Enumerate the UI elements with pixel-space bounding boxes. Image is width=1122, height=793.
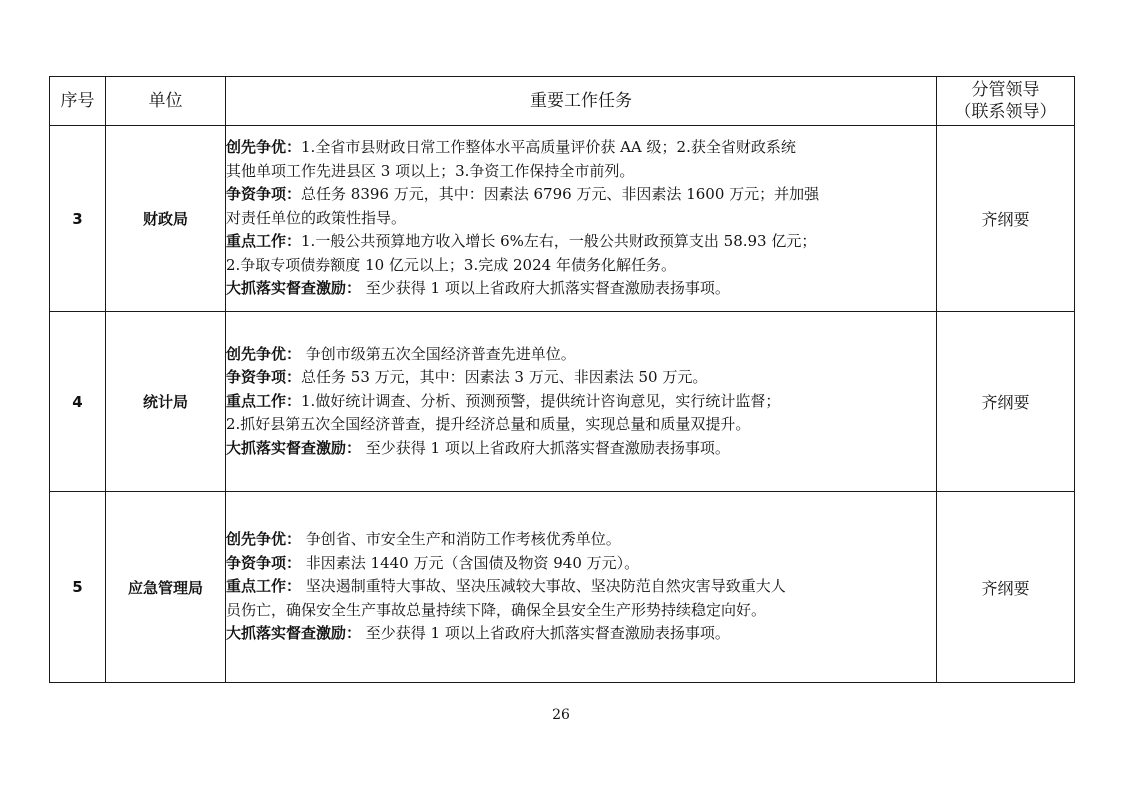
task-line <box>226 230 936 254</box>
task-line <box>226 552 936 576</box>
task-text: 1.全省市县财政日常工作整体水平高质量评价获 AA 级；2.获全省财政系统 <box>301 138 796 157</box>
task-category-label: 大抓落实督查激励： <box>226 438 362 457</box>
page-number: 26 <box>552 707 570 723</box>
task-category-label: 创先争优： <box>226 344 302 363</box>
task-line <box>226 437 936 461</box>
task-text: 至少获得 1 项以上省政府大抓落实督查激励表扬事项。 <box>361 624 730 643</box>
row-leader: 齐纲要 <box>937 492 1075 683</box>
row-tasks <box>226 126 937 312</box>
row-tasks <box>226 312 937 492</box>
header-leader <box>937 77 1075 126</box>
work-task-table <box>49 76 1075 683</box>
task-text: 至少获得 1 项以上省政府大抓落实督查激励表扬事项。 <box>361 279 730 298</box>
task-category-label: 大抓落实督查激励： <box>226 279 362 298</box>
task-category-label: 大抓落实督查激励： <box>226 624 362 643</box>
task-category-label: 争资争项： <box>226 185 302 204</box>
task-line <box>226 277 936 301</box>
row-leader: 齐纲要 <box>937 126 1075 312</box>
row-unit: 应急管理局 <box>106 492 226 683</box>
task-text: 对责任单位的政策性指导。 <box>226 208 407 227</box>
header-leader-line2: （联系领导） <box>954 102 1057 122</box>
task-text: 争创市级第五次全国经济普查先进单位。 <box>301 344 576 363</box>
task-line <box>226 622 936 646</box>
task-category-label: 创先争优： <box>226 530 302 549</box>
task-text: 至少获得 1 项以上省政府大抓落实督查激励表扬事项。 <box>361 438 730 457</box>
task-text: 坚决遏制重特大事故、坚决压减较大事故、坚决防范自然灾害导致重大人 <box>301 577 786 596</box>
task-line <box>226 366 936 390</box>
task-category-label: 重点工作： <box>226 577 302 596</box>
task-text: 总任务 53 万元，其中：因素法 3 万元、非因素法 50 万元。 <box>301 368 708 387</box>
task-category-label: 重点工作： <box>226 232 302 251</box>
table-row <box>50 126 1075 312</box>
task-line <box>226 390 936 414</box>
table-row <box>50 312 1075 492</box>
task-text: 其他单项工作先进县区 3 项以上；3.争资工作保持全市前列。 <box>226 161 635 180</box>
row-index: 4 <box>50 312 106 492</box>
task-line <box>226 183 936 207</box>
row-unit: 财政局 <box>106 126 226 312</box>
task-text: 争创省、市安全生产和消防工作考核优秀单位。 <box>301 530 621 549</box>
task-line <box>226 528 936 552</box>
task-line <box>226 413 936 437</box>
task-text: 1.一般公共预算地方收入增长 6%左右，一般公共财政预算支出 58.93 亿元； <box>301 232 817 251</box>
row-leader: 齐纲要 <box>937 312 1075 492</box>
row-tasks <box>226 492 937 683</box>
task-category-label: 争资争项： <box>226 368 302 387</box>
header-unit: 单位 <box>106 77 226 126</box>
row-index: 5 <box>50 492 106 683</box>
task-text: 总任务 8396 万元，其中：因素法 6796 万元、非因素法 1600 万元；并加强 <box>301 185 820 204</box>
table-header-row <box>50 77 1075 126</box>
task-text: 1.做好统计调查、分析、预测预警，提供统计咨询意见，实行统计监督； <box>301 391 781 410</box>
task-text: 2.争取专项债券额度 10 亿元以上；3.完成 2024 年债务化解任务。 <box>226 255 676 274</box>
header-index: 序号 <box>50 77 106 126</box>
task-line <box>226 136 936 160</box>
task-text: 员伤亡，确保安全生产事故总量持续下降，确保全县安全生产形势持续稳定向好。 <box>226 600 767 619</box>
task-line <box>226 575 936 599</box>
task-line <box>226 343 936 367</box>
task-line <box>226 160 936 184</box>
task-line <box>226 207 936 231</box>
task-text: 2.抓好县第五次全国经济普查，提升经济总量和质量，实现总量和质量双提升。 <box>226 415 751 434</box>
row-unit: 统计局 <box>106 312 226 492</box>
table-row <box>50 492 1075 683</box>
task-line <box>226 254 936 278</box>
row-index: 3 <box>50 126 106 312</box>
task-text: 非因素法 1440 万元（含国债及物资 940 万元）。 <box>301 553 640 572</box>
header-tasks: 重要工作任务 <box>226 77 937 126</box>
task-category-label: 重点工作： <box>226 391 302 410</box>
task-category-label: 创先争优： <box>226 138 302 157</box>
task-category-label: 争资争项： <box>226 553 302 572</box>
header-leader-line1: 分管领导 <box>971 80 1040 100</box>
task-line <box>226 599 936 623</box>
